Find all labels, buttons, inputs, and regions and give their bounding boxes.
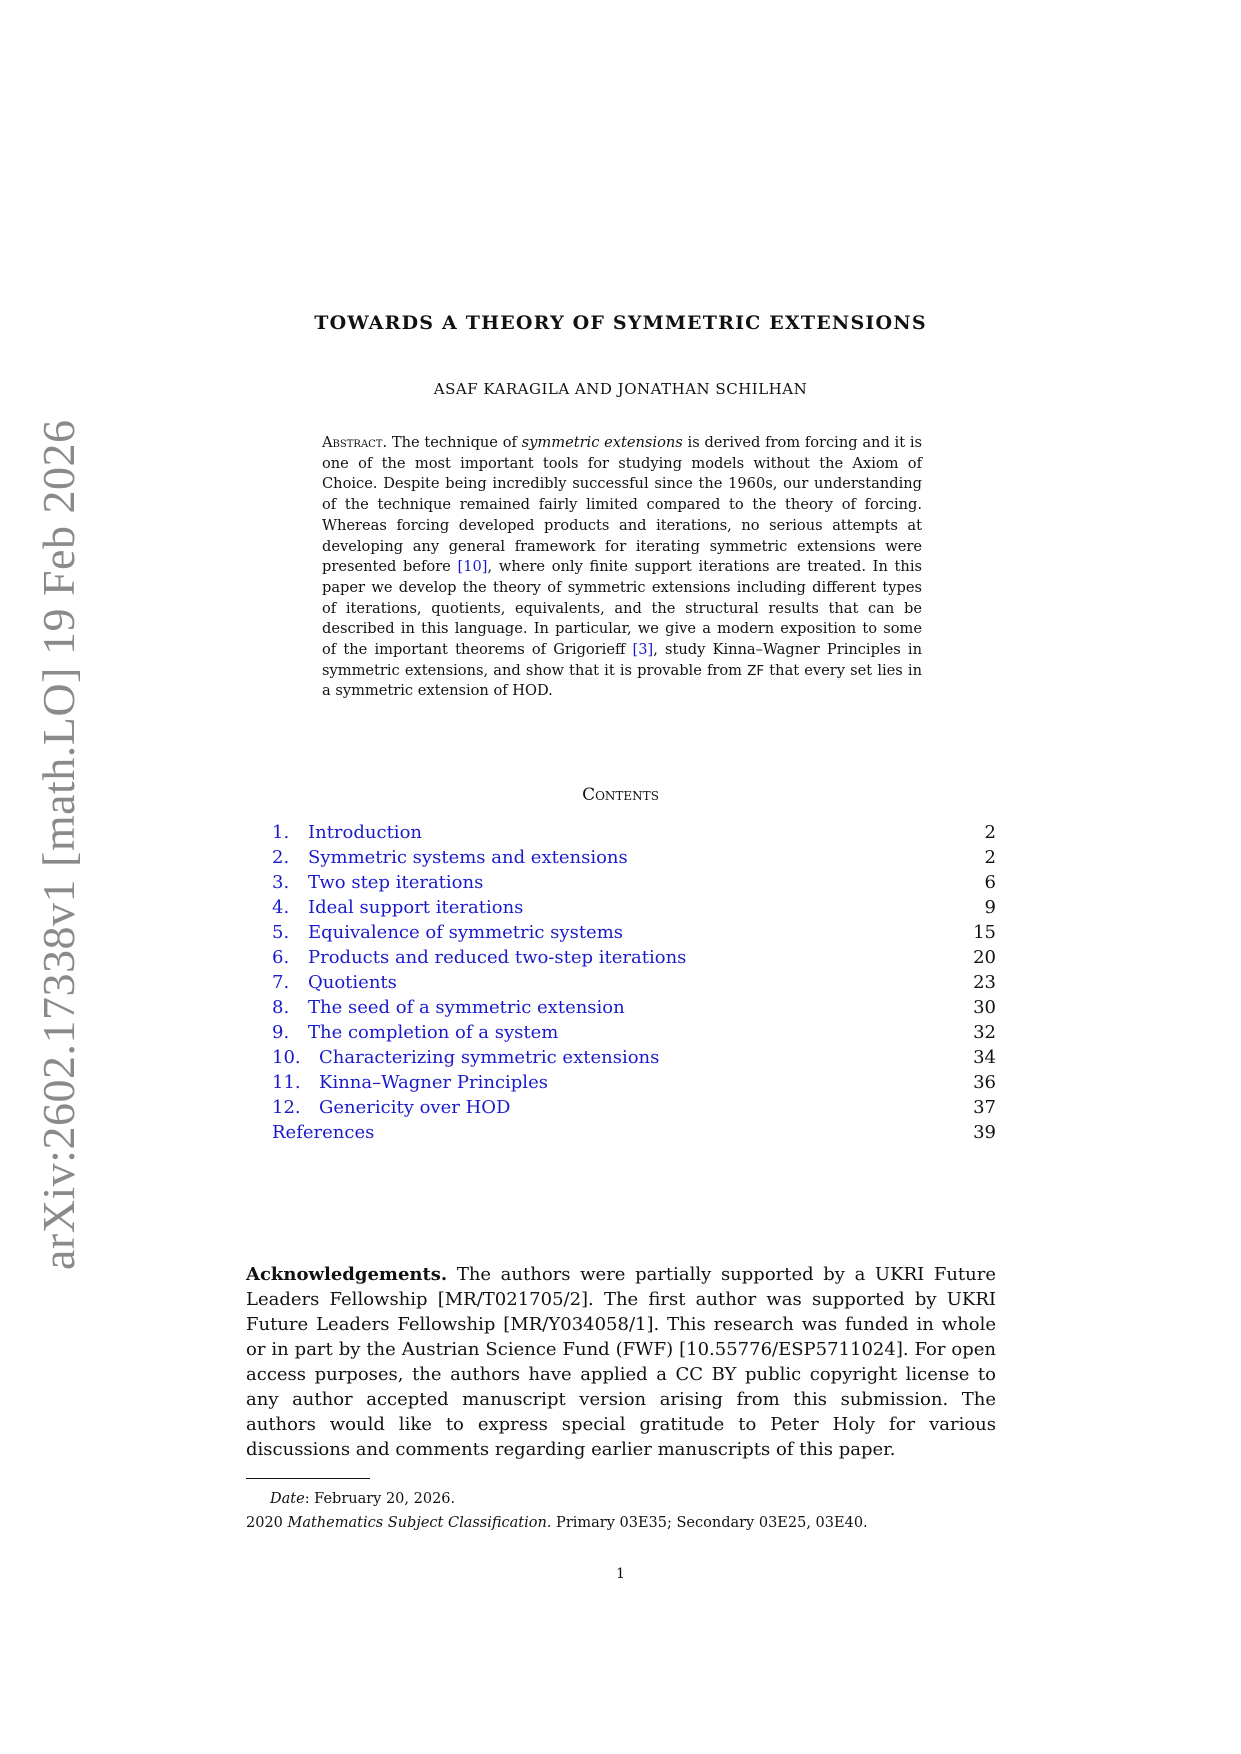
toc-page-number: 32 (973, 1022, 996, 1043)
toc-page-number: 34 (973, 1047, 996, 1068)
contents-heading: Contents (582, 785, 659, 805)
toc-entry-link[interactable] (272, 1045, 659, 1070)
abstract-text: that every set lies in a symmetric extension of HOD. (322, 661, 922, 700)
toc-row (272, 970, 996, 995)
abstract (322, 433, 922, 702)
toc-row (272, 1070, 996, 1095)
toc-section-title: Introduction (308, 822, 422, 843)
toc-section-title: The seed of a symmetric extension (308, 997, 625, 1018)
toc-section-title: Ideal support iterations (308, 897, 524, 918)
toc-section-title: Characterizing symmetric extensions (319, 1047, 660, 1068)
citation-link-3[interactable]: [3] (632, 641, 654, 659)
paper-title: TOWARDS A THEORY OF SYMMETRIC EXTENSIONS (314, 312, 927, 334)
toc-row (272, 845, 996, 870)
acknowledgements (246, 1262, 996, 1462)
acknowledgements-text: The authors were partially supported by a UKRI Future Leaders Fellowship [MR/T021705/2]. The first author was supported by UKRI Future Leaders Fellowship [MR/Y034058/1]. This research was funded in whole or in part by the Austrian Science Fund (FWF) [10.55776/ESP5711024]. For open access purposes, the authors have applied a CC BY public copyright license to any author accepted manuscript version arising from this submission. The authors would like to express special gratitude to Peter Holy for various discussions and comments regarding earlier manuscripts of this paper. (246, 1264, 996, 1460)
table-of-contents (272, 820, 996, 1145)
toc-row (272, 820, 996, 845)
toc-section-number: 11. (272, 1072, 301, 1093)
toc-entry-link[interactable] (272, 895, 523, 920)
toc-row (272, 870, 996, 895)
toc-page-number: 2 (984, 822, 996, 843)
toc-page-number: 2 (984, 847, 996, 868)
page-number: 1 (616, 1566, 625, 1582)
toc-section-number: 8. (272, 997, 290, 1018)
paper-authors: ASAF KARAGILA AND JONATHAN SCHILHAN (433, 380, 808, 398)
toc-section-number: 2. (272, 847, 290, 868)
footnotes (246, 1487, 990, 1535)
msc-value: Primary 03E35; Secondary 03E25, 03E40. (551, 1515, 868, 1531)
toc-section-number: 10. (272, 1047, 301, 1068)
toc-page-number: 6 (984, 872, 996, 893)
toc-entry-link[interactable] (272, 870, 483, 895)
toc-section-title: Equivalence of symmetric systems (308, 922, 624, 943)
toc-section-number: 5. (272, 922, 290, 943)
toc-row (272, 920, 996, 945)
toc-entry-link[interactable] (272, 1095, 510, 1120)
toc-page-number: 39 (973, 1122, 996, 1143)
msc-label: Mathematics Subject Classification. (287, 1515, 552, 1531)
toc-row (272, 1120, 996, 1145)
toc-section-title: Products and reduced two-step iterations (308, 947, 687, 968)
toc-row (272, 945, 996, 970)
toc-section-title: Quotients (308, 972, 397, 993)
abstract-label: Abstract. (322, 434, 388, 451)
toc-page-number: 36 (973, 1072, 996, 1093)
toc-page-number: 37 (973, 1097, 996, 1118)
toc-row (272, 995, 996, 1020)
toc-section-number: 12. (272, 1097, 301, 1118)
toc-section-number: 9. (272, 1022, 290, 1043)
toc-section-number: 6. (272, 947, 290, 968)
toc-page-number: 30 (973, 997, 996, 1018)
toc-section-title: Kinna–Wagner Principles (319, 1072, 548, 1093)
toc-entry-link[interactable] (272, 820, 422, 845)
toc-row (272, 1095, 996, 1120)
toc-row (272, 895, 996, 920)
toc-section-number: 1. (272, 822, 290, 843)
abstract-text: , study Kinna–Wagner Principles in symmetric extensions, and show that it is provable from (322, 641, 922, 679)
toc-entry-link[interactable] (272, 845, 628, 870)
toc-page-number: 23 (973, 972, 996, 993)
footnote-msc (246, 1511, 990, 1535)
toc-entry-link[interactable] (272, 1120, 374, 1145)
toc-section-number: 3. (272, 872, 290, 893)
toc-page-number: 20 (973, 947, 996, 968)
abstract-text: is derived from forcing and it is one of the most important tools for studying models without the Axiom of Choice. Despite being incredibly successful since the 1960s, our understanding of the technique remained fairly limited compared to the theory of forcing. Whereas forcing developed products and iterations, no serious attempts at developing any general framework for iterating symmetric extensions were presented before (322, 434, 923, 576)
toc-entry-link[interactable] (272, 970, 397, 995)
toc-entry-link[interactable] (272, 945, 686, 970)
toc-row (272, 1020, 996, 1045)
arxiv-identifier-stamp: arXiv:2602.17338v1 [math.LO] 19 Feb 2026 (33, 419, 84, 1270)
toc-row (272, 1045, 996, 1070)
toc-entry-link[interactable] (272, 995, 625, 1020)
toc-page-number: 9 (984, 897, 996, 918)
abstract-text: The technique of (387, 434, 522, 451)
toc-section-title: Two step iterations (308, 872, 484, 893)
toc-section-title: References (272, 1122, 375, 1143)
footnote-divider (246, 1478, 370, 1479)
toc-page-number: 15 (973, 922, 996, 943)
date-value: : February 20, 2026. (304, 1491, 456, 1507)
toc-entry-link[interactable] (272, 920, 623, 945)
toc-section-title: The completion of a system (308, 1022, 559, 1043)
date-label: Date (270, 1491, 305, 1507)
toc-entry-link[interactable] (272, 1020, 558, 1045)
msc-year: 2020 (246, 1515, 288, 1531)
abstract-text: , where only finite support iterations are treated. In this paper we develop the theory of symmetric extensions including different types of iterations, quotients, equivalents, and the structural results that can be described in this language. In particular, we give a modern exposition to some of the important theorems of Grigorieff (322, 558, 922, 659)
toc-section-title: Symmetric systems and extensions (308, 847, 628, 868)
footnote-date (270, 1487, 990, 1511)
acknowledgements-heading: Acknowledgements. (246, 1264, 448, 1285)
toc-entry-link[interactable] (272, 1070, 548, 1095)
toc-section-number: 7. (272, 972, 290, 993)
citation-link-10[interactable]: [10] (457, 558, 488, 576)
toc-section-title: Genericity over HOD (319, 1097, 511, 1118)
abstract-emphasis: symmetric extensions (521, 434, 683, 451)
zf-symbol: ZF (747, 662, 765, 679)
toc-section-number: 4. (272, 897, 290, 918)
